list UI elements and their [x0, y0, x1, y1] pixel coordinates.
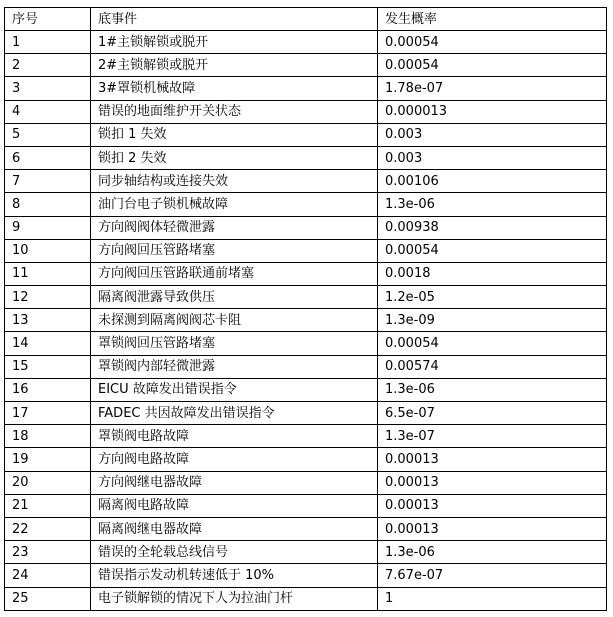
cell-index: 3 — [5, 77, 91, 100]
cell-probability: 0.00106 — [378, 170, 607, 193]
cell-probability: 0.00013 — [378, 517, 607, 540]
cell-probability: 1.78e-07 — [378, 77, 607, 100]
cell-probability: 0.00054 — [378, 239, 607, 262]
cell-basic-event: 方向阀继电器故障 — [91, 471, 378, 494]
cell-basic-event: 电子锁解锁的情况下人为拉油门杆 — [91, 587, 378, 610]
cell-index: 7 — [5, 170, 91, 193]
cell-index: 19 — [5, 448, 91, 471]
cell-index: 22 — [5, 517, 91, 540]
cell-probability: 0.000013 — [378, 100, 607, 123]
cell-probability: 6.5e-07 — [378, 402, 607, 425]
cell-basic-event: 隔离阀继电器故障 — [91, 517, 378, 540]
table-body — [5, 31, 607, 611]
cell-basic-event: 方向阀回压管路堵塞 — [91, 239, 378, 262]
table-row — [5, 146, 607, 169]
cell-index: 10 — [5, 239, 91, 262]
table-row — [5, 193, 607, 216]
cell-basic-event: 罩锁阀内部轻微泄露 — [91, 355, 378, 378]
cell-probability: 0.00054 — [378, 332, 607, 355]
cell-probability: 1.3e-06 — [378, 193, 607, 216]
cell-basic-event: 错误的地面维护开关状态 — [91, 100, 378, 123]
cell-index: 21 — [5, 494, 91, 517]
cell-index: 8 — [5, 193, 91, 216]
cell-probability: 0.00013 — [378, 448, 607, 471]
cell-probability: 0.00574 — [378, 355, 607, 378]
cell-probability: 1 — [378, 587, 607, 610]
table-row — [5, 262, 607, 285]
cell-basic-event: 方向阀电路故障 — [91, 448, 378, 471]
cell-index: 17 — [5, 402, 91, 425]
cell-probability: 0.00013 — [378, 471, 607, 494]
cell-basic-event: 1#主锁解锁或脱开 — [91, 31, 378, 54]
table-row — [5, 100, 607, 123]
table-row — [5, 402, 607, 425]
cell-basic-event: 罩锁阀电路故障 — [91, 425, 378, 448]
cell-index: 15 — [5, 355, 91, 378]
cell-basic-event: 方向阀阀体轻微泄露 — [91, 216, 378, 239]
cell-basic-event: 错误指示发动机转速低于 10% — [91, 564, 378, 587]
cell-basic-event: 未探测到隔离阀阀芯卡阻 — [91, 309, 378, 332]
cell-basic-event: 3#罩锁机械故障 — [91, 77, 378, 100]
basic-events-table-container — [4, 7, 607, 611]
cell-index: 12 — [5, 286, 91, 309]
cell-index: 13 — [5, 309, 91, 332]
cell-basic-event: 油门台电子锁机械故障 — [91, 193, 378, 216]
cell-index: 9 — [5, 216, 91, 239]
cell-basic-event: 隔离阀电路故障 — [91, 494, 378, 517]
table-row — [5, 471, 607, 494]
cell-probability: 0.0018 — [378, 262, 607, 285]
cell-index: 11 — [5, 262, 91, 285]
cell-basic-event: 2#主锁解锁或脱开 — [91, 54, 378, 77]
cell-basic-event: FADEC 共因故障发出错误指令 — [91, 402, 378, 425]
cell-probability: 1.3e-07 — [378, 425, 607, 448]
table-row — [5, 564, 607, 587]
table-row — [5, 216, 607, 239]
table-row — [5, 123, 607, 146]
cell-basic-event: 同步轴结构或连接失效 — [91, 170, 378, 193]
table-row — [5, 54, 607, 77]
basic-events-table — [4, 7, 607, 611]
cell-probability: 1.3e-09 — [378, 309, 607, 332]
table-row — [5, 77, 607, 100]
table-row — [5, 239, 607, 262]
cell-index: 25 — [5, 587, 91, 610]
cell-basic-event: 隔离阀泄露导致供压 — [91, 286, 378, 309]
cell-probability: 0.00054 — [378, 54, 607, 77]
cell-probability: 1.2e-05 — [378, 286, 607, 309]
cell-index: 16 — [5, 378, 91, 401]
cell-index: 5 — [5, 123, 91, 146]
header-basic-event: 底事件 — [91, 8, 378, 31]
cell-index: 20 — [5, 471, 91, 494]
header-probability: 发生概率 — [378, 8, 607, 31]
table-row — [5, 448, 607, 471]
cell-index: 2 — [5, 54, 91, 77]
table-header-row — [5, 8, 607, 31]
table-row — [5, 31, 607, 54]
cell-basic-event: 罩锁阀回压管路堵塞 — [91, 332, 378, 355]
cell-basic-event: 锁扣 2 失效 — [91, 146, 378, 169]
cell-index: 1 — [5, 31, 91, 54]
table-row — [5, 378, 607, 401]
cell-index: 6 — [5, 146, 91, 169]
cell-basic-event: 方向阀回压管路联通前堵塞 — [91, 262, 378, 285]
cell-index: 14 — [5, 332, 91, 355]
cell-basic-event: 错误的全轮载总线信号 — [91, 541, 378, 564]
cell-probability: 0.00054 — [378, 31, 607, 54]
table-row — [5, 425, 607, 448]
table-row — [5, 170, 607, 193]
cell-index: 4 — [5, 100, 91, 123]
cell-probability: 0.003 — [378, 123, 607, 146]
cell-probability: 1.3e-06 — [378, 378, 607, 401]
header-index: 序号 — [5, 8, 91, 31]
cell-index: 24 — [5, 564, 91, 587]
table-row — [5, 355, 607, 378]
cell-index: 18 — [5, 425, 91, 448]
cell-probability: 7.67e-07 — [378, 564, 607, 587]
table-row — [5, 587, 607, 610]
table-row — [5, 332, 607, 355]
table-row — [5, 286, 607, 309]
cell-probability: 0.00013 — [378, 494, 607, 517]
cell-probability: 1.3e-06 — [378, 541, 607, 564]
table-row — [5, 517, 607, 540]
table-row — [5, 541, 607, 564]
table-row — [5, 494, 607, 517]
cell-basic-event: 锁扣 1 失效 — [91, 123, 378, 146]
cell-index: 23 — [5, 541, 91, 564]
cell-probability: 0.00938 — [378, 216, 607, 239]
cell-basic-event: EICU 故障发出错误指令 — [91, 378, 378, 401]
cell-probability: 0.003 — [378, 146, 607, 169]
table-row — [5, 309, 607, 332]
